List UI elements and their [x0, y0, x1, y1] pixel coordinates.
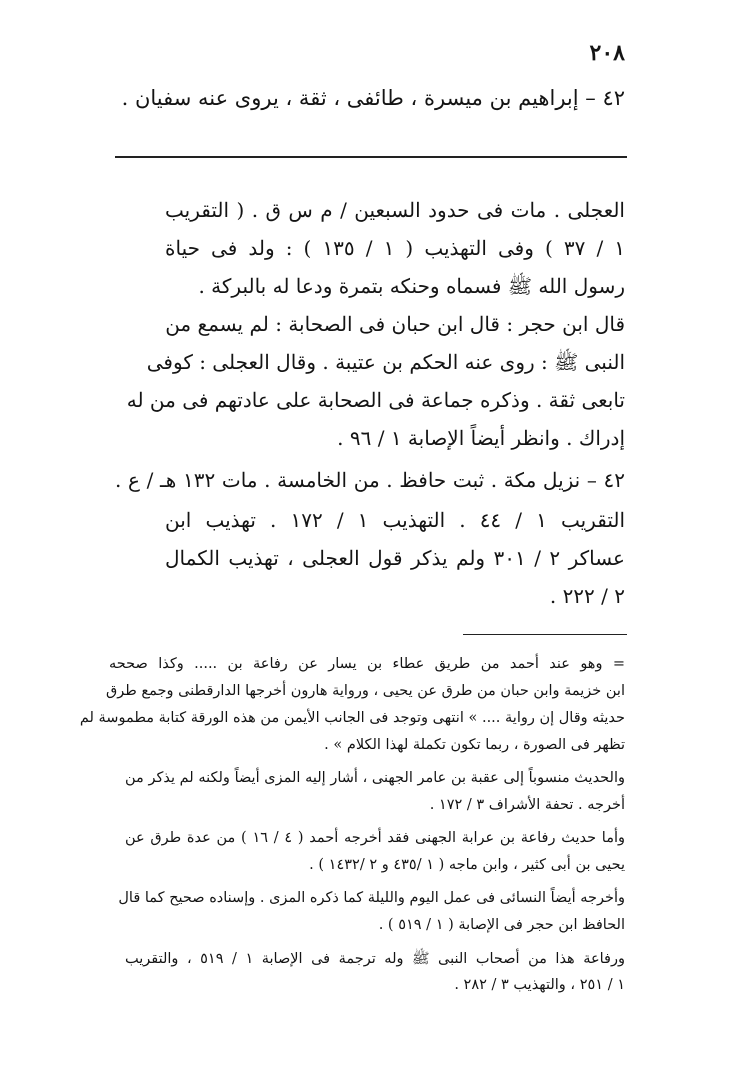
footnote-line: وأخرجه أيضاً النسائى فى عمل اليوم والليلة كما ذكره المزى . وإسناده صحيح كما قال: [118, 890, 625, 906]
footnote-line: أخرجه . تحفة الأشراف ٣ / ١٧٢ .: [429, 797, 625, 813]
commentary-line: التقريب ١ / ٤٤ . التهذيب ١ / ١٧٢ . تهذيب ابن: [165, 508, 626, 532]
commentary-line: عساكر ٢ / ٣٠١ ولم يذكر قول العجلى ، تهذيب الكمال: [165, 546, 625, 570]
footnote-line: تظهر فى الصورة ، ربما تكون تكملة لهذا الكلام » .: [324, 737, 625, 753]
page-number: ٢٠٨: [589, 40, 625, 66]
footnote-line: ١ / ٢٥١ ، والتهذيب ٣ / ٢٨٢ .: [454, 977, 625, 993]
section-divider: [115, 156, 627, 158]
footnote-line: ورفاعة هذا من أصحاب النبى ﷺ وله ترجمة فى الإصابة ١ / ٥١٩ ، والتقريب: [125, 951, 625, 967]
commentary-line: ٢ / ٢٢٢ .: [549, 584, 625, 608]
commentary-line: النبى ﷺ : روى عنه الحكم بن عتيبة . وقال العجلى : كوفى: [146, 350, 625, 374]
commentary-line: ١ / ٣٧ ) وفى التهذيب ( ١ / ١٣٥ ) : ولد فى حياة: [165, 236, 626, 260]
commentary-line: إدراك . وانظر أيضاً الإصابة ١ / ٩٦ .: [337, 426, 625, 450]
footnote-line: والحديث منسوباً إلى عقبة بن عامر الجهنى ، أشار إليه المزى أيضاً ولكنه لم يذكر من: [125, 770, 625, 786]
commentary-line: العجلى . مات فى حدود السبعين / م س ق . ( التقريب: [165, 198, 625, 222]
footnote-line: وأما حديث رفاعة بن عرابة الجهنى فقد أخرجه أحمد ( ٤ / ١٦ ) من عدة طرق عن: [125, 830, 626, 846]
header-entry: ٤٢ – إبراهيم بن ميسرة ، طائفى ، ثقة ، يروى عنه سفيان .: [121, 86, 625, 110]
commentary-line: قال ابن حجر : قال ابن حبان فى الصحابة : لم يسمع من: [165, 312, 625, 336]
commentary-line: تابعى ثقة . وذكره جماعة فى الصحابة على عادتهم فى من له: [126, 388, 625, 412]
footnote-line: يحيى بن أبى كثير ، وابن ماجه ( ١ /٤٣٥ و ٢ /١٤٣٢ ) .: [309, 857, 625, 873]
commentary-line: رسول الله ﷺ فسماه وحنكه بتمرة ودعا له بالبركة .: [198, 274, 625, 298]
footnote-line: ابن خزيمة وابن حبان من طرق عن يحيى ، ورواية هارون أخرجها الدارقطنى وجمع طرق: [106, 683, 625, 699]
footnote-line: = وهو عند أحمد من طريق عطاء بن يسار عن رفاعة بن ..... وكذا صححه: [109, 656, 625, 672]
footnote-line: حديثه وقال إن رواية .... » انتهى وتوجد فى الجانب الأيمن من هذه الورقة كتابة مطموسة لم: [79, 710, 625, 726]
footnote-line: الحافظ ابن حجر فى الإصابة ( ١ / ٥١٩ ) .: [378, 917, 625, 933]
footnote-divider: [463, 634, 627, 635]
commentary-line: ٤٢ – نزيل مكة . ثبت حافظ . من الخامسة . مات ١٣٢ هـ / ع .: [115, 468, 625, 492]
